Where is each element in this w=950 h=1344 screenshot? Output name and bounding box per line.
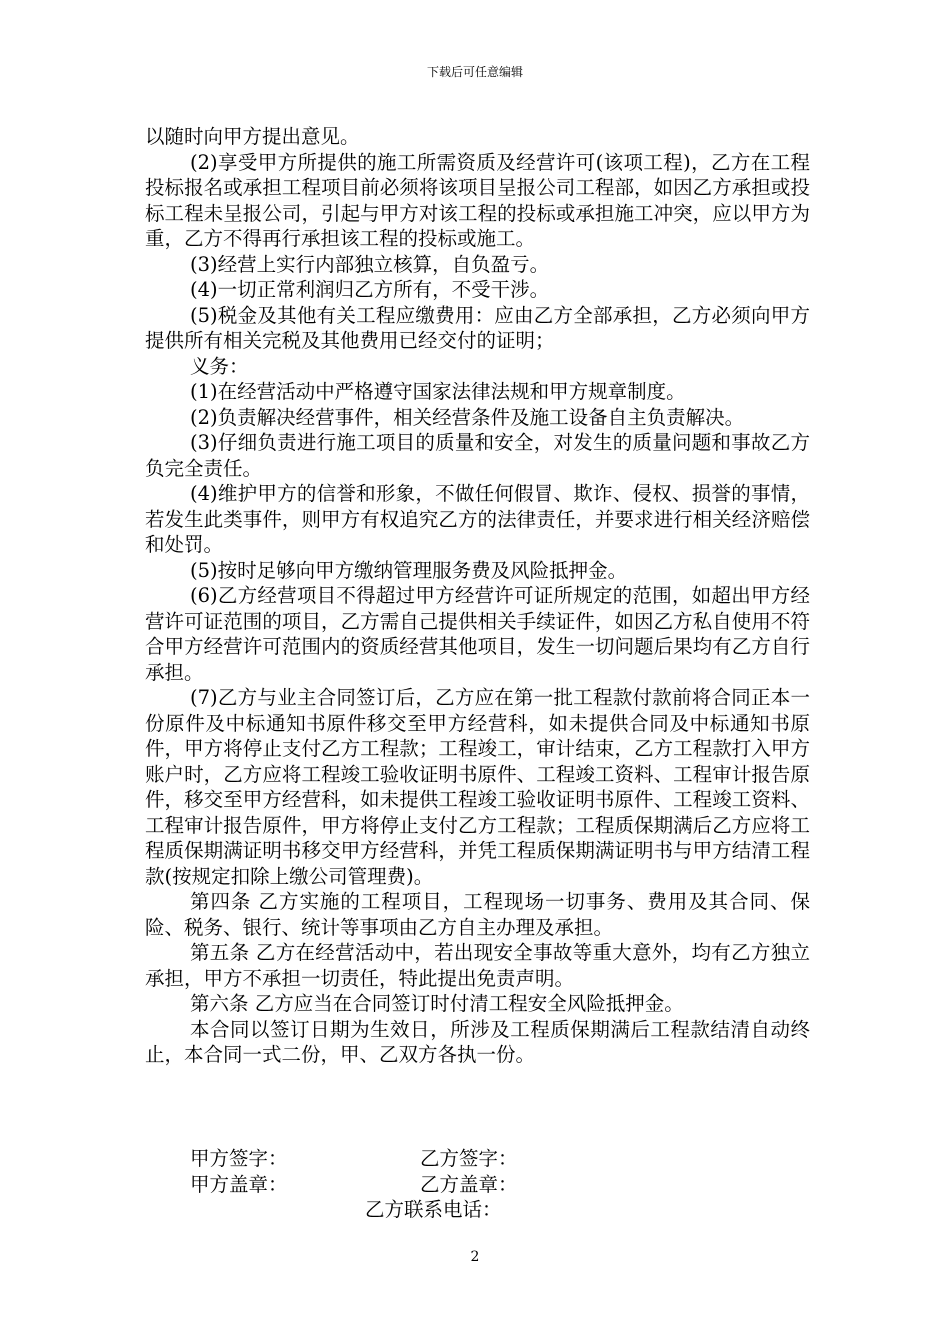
paragraph: 第六条 乙方应当在合同签订时付清工程安全风险抵押金。 [190, 992, 684, 1015]
paragraph: 以随时向甲方提出意见。 [145, 125, 360, 148]
party-b-phone-label: 乙方联系电话： [365, 1198, 502, 1221]
party-b-signature-label: 乙方签字： [420, 1147, 518, 1170]
page-header: 下载后可任意编辑 [426, 65, 523, 79]
party-b-seal-label: 乙方盖章： [420, 1172, 518, 1196]
paragraph: (3)仔细负责进行施工项目的质量和安全，对发生的质量问题和事故乙方负完全责任。 [145, 431, 810, 480]
paragraph: 本合同以签订日期为生效日，所涉及工程质保期满后工程款结清自动终止，本合同一式二份，甲、乙双方各执一份。 [145, 1017, 810, 1066]
paragraph: (1)在经营活动中严格遵守国家法律法规和甲方规章制度。 [190, 380, 686, 403]
page-number: 2 [470, 1249, 480, 1265]
paragraph: 第五条 乙方在经营活动中，若出现安全事故等重大意外，均有乙方独立承担，甲方不承担一切责任，特此提出免责声明。 [145, 941, 810, 990]
signature-block [0, 1146, 950, 1223]
paragraph: 义务： [190, 354, 249, 378]
paragraph: (3)经营上实行内部独立核算，自负盈亏。 [190, 252, 550, 276]
paragraph: (4)一切正常利润归乙方所有，不受干涉。 [190, 278, 550, 301]
seal-row [0, 1172, 950, 1198]
paragraph: (4)维护甲方的信誉和形象，不做任何假冒、欺诈、侵权、损誉的事情，若发生此类事件，则甲方有权追究乙方的法律责任，并要求进行相关经济赔偿和处罚。 [145, 482, 810, 556]
party-a-seal-label: 甲方盖章： [190, 1172, 288, 1196]
paragraph: (6)乙方经营项目不得超过甲方经营许可证所规定的范围，如超出甲方经营许可证范围的项目，乙方需自己提供相关手续证件，如因乙方私自使用不符合甲方经营许可范围内的资质经营其他项目，发生一切问题后果均有乙方自行承担。 [145, 584, 810, 684]
phone-row [0, 1197, 950, 1223]
party-a-signature-label: 甲方签字： [190, 1147, 288, 1170]
contract-body [145, 124, 810, 1068]
paragraph: (2)享受甲方所提供的施工所需资质及经营许可(该项工程)，乙方在工程投标报名或承担工程项目前必须将该项目呈报公司工程部，如因乙方承担或投标工程未呈报公司，引起与甲方对该工程的投标或承担施工冲突，应以甲方为重，乙方不得再行承担该工程的投标或施工。 [145, 150, 810, 250]
paragraph: 第四条 乙方实施的工程项目，工程现场一切事务、费用及其合同、保险、税务、银行、统计等事项由乙方自主办理及承担。 [145, 890, 810, 939]
signature-row [0, 1146, 950, 1172]
paragraph: (5)按时足够向甲方缴纳管理服务费及风险抵押金。 [190, 558, 628, 582]
paragraph: (7)乙方与业主合同签订后，乙方应在第一批工程款付款前将合同正本一份原件及中标通知书原件移交至甲方经营科，如未提供合同及中标通知书原件，甲方将停止支付乙方工程款；工程竣工，审计结束，乙方工程款打入甲方账户时，乙方应将工程竣工验收证明书原件、工程竣工资料、工程审计报告原件，移交至甲方经营科，如未提供工程竣工验收证明书原件、工程竣工资料、工程审计报告原件，甲方将停止支付乙方工程款；工程质保期满后乙方应将工程质保期满证明书移交甲方经营科，并凭工程质保期满证明书与甲方结清工程款(按规定扣除上缴公司管理费)。 [145, 686, 810, 888]
paragraph: (2)负责解决经营事件，相关经营条件及施工设备自主负责解决。 [190, 405, 745, 429]
paragraph: (5)税金及其他有关工程应缴费用：应由乙方全部承担，乙方必须向甲方提供所有相关完税及其他费用已经交付的证明； [145, 303, 810, 352]
